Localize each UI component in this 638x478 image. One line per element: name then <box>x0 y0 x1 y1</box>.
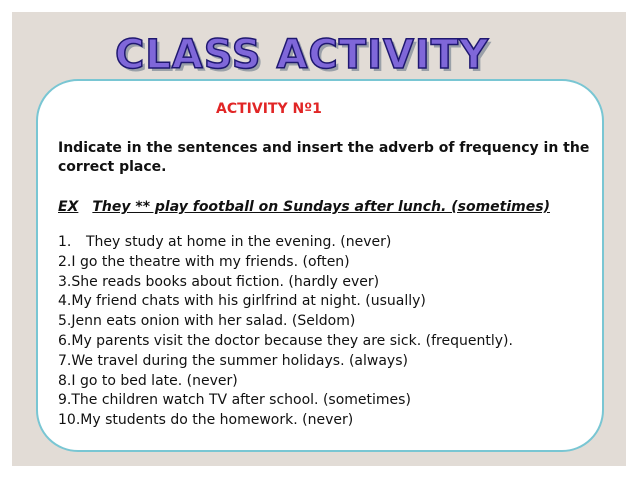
list-item-number: 7. <box>58 352 72 369</box>
list-item-number: 5. <box>58 313 72 330</box>
list-item <box>58 391 513 411</box>
list-item <box>58 292 513 312</box>
instruction-text: Indicate in the sentences and insert the adverb of frequency in the correct place. <box>58 140 590 175</box>
list-item-number: 4. <box>58 293 72 310</box>
list-item-text: They study at home in the evening. (never) <box>86 234 392 250</box>
list-item <box>58 253 513 273</box>
list-item-text: I go to bed late. (never) <box>71 372 238 389</box>
list-item-number: 3. <box>58 273 72 290</box>
list-item-number: 9. <box>58 392 72 409</box>
list-item-number: 8. <box>58 372 72 389</box>
list-item-text: The children watch TV after school. (sometimes) <box>71 392 411 409</box>
list-item-number: 1. <box>58 234 72 250</box>
list-item-text: My parents visit the doctor because they are sick. (frequently). <box>71 332 513 349</box>
list-item-number: 6. <box>58 332 72 349</box>
list-item-text: My students do the homework. (never) <box>80 412 354 429</box>
list-item-text: She reads books about fiction. (hardly ever) <box>71 273 380 290</box>
sentence-list <box>58 233 513 431</box>
example-label: EX <box>58 199 79 215</box>
activity-heading: ACTIVITY Nº1 <box>216 101 322 117</box>
list-item <box>58 233 513 253</box>
list-item-text: I go the theatre with my friends. (often) <box>71 253 350 270</box>
list-item-text: My friend chats with his girlfrind at night. (usually) <box>71 293 426 310</box>
example-text: They ** play football on Sundays after lunch. (sometimes) <box>92 199 550 215</box>
list-item <box>58 332 513 352</box>
list-item-text: Jenn eats onion with her salad. (Seldom) <box>71 313 356 330</box>
example-sentence <box>58 199 550 215</box>
list-item <box>58 372 513 392</box>
list-item <box>58 273 513 293</box>
slide-title: CLASS ACTIVITY <box>114 32 490 78</box>
list-item <box>58 411 513 431</box>
list-item-number: 2. <box>58 253 72 270</box>
list-item <box>58 352 513 372</box>
list-item <box>58 312 513 332</box>
title-area <box>0 32 638 78</box>
list-item-number: 10. <box>58 412 81 429</box>
list-item-text: We travel during the summer holidays. (always) <box>71 352 408 369</box>
